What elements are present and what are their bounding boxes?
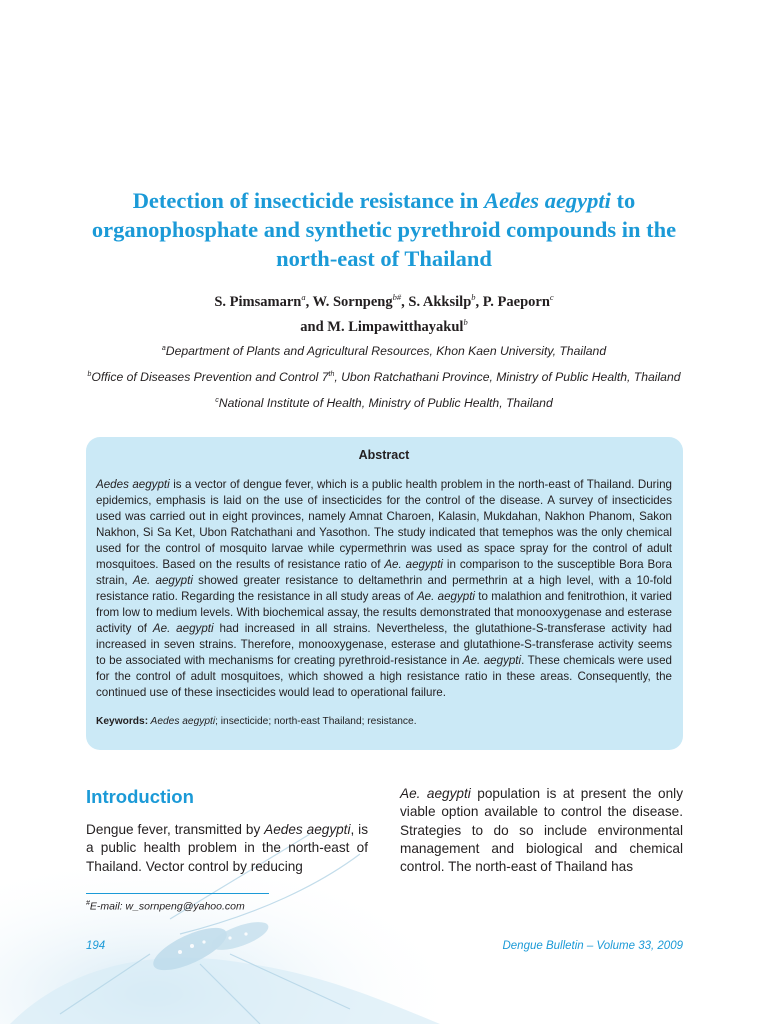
page-number: 194 (86, 940, 106, 952)
introduction-heading: Introduction (86, 786, 194, 807)
abstract-heading: Abstract (358, 448, 410, 462)
paper-title: Detection of insecticide resistance in Aedes aegypti to organophosphate and synthetic pyrethroid compounds in the north-east of Thailand (91, 188, 677, 271)
affiliation-c: $^c$National Institute of Health, Ministry of Public Health, Thailand (215, 396, 553, 411)
abstract-text: Aedes aegypti is a vector of dengue fever, which is a public health problem in the north-east of Thailand. During epidemics, emphasis is laid on the use of insecticides for the control of the disease. A survey of insecticides used was carried out in eight provinces, namely Amnat Charoen, Kalasin, Mukdahan, Nakhon Phanom, Sakon Nakhon, Si Sa Ket, Ubon Ratchathani and Yasothon. The study indicated that temephos was the only chemical used for the control of mosquito larvae while cypermethrin was used as space spray for the control of adult mosquitoes. Based on the results of resistance ratio of Ae. aegypti in comparison to the susceptible Bora Bora strain, Ae. aegypti showed greater resistance to deltamethrin and permethrin at a high level, with a 10-fold resistance ratio. Regarding the resistance in all study areas of Ae. aegypti to malathion and fenitrothion, it varied from low to medium levels. With biochemical assay, the results demonstrated that monooxygenase and esterase activity of Ae. aegypti had increased in all strains. Nevertheless, the glutathione-S-transferase activity had increased in seven strains. Therefore, monooxygenase, esterase and glutathione-S-transferase activity seems to be associated with mechanisms for creating pyrethroid-resistance in Ae. aegypti. These chemicals were used for the control of adult mosquitoes, which showed a high resistance ratio in these areas. Consequently, the continued use of these insecticides would lead to operational failure. (96, 478, 673, 699)
affiliation-a: $^a$Department of Plants and Agricultural Resources, Khon Kaen University, Thailand (161, 344, 607, 359)
author-list: S. Pimsamarn$^a$, W. Sornpeng$^{b\#}$, S. Akksilp$^b$, P. Paeporn$^c$ and M. Limpawitthayakul$^b$ (214, 292, 554, 335)
footnote-email: #E-mail: w_sornpeng@yahoo.com (86, 900, 245, 913)
author-name: S. Akksilp (408, 293, 472, 310)
footnote-divider (86, 893, 269, 894)
abstract-box (86, 437, 683, 750)
author-name: W. Sornpeng (312, 293, 393, 310)
author-name: S. Pimsamarn (214, 293, 302, 310)
body-text-right-column: Ae. aegypti population is at present the only viable option available to control the disease. Strategies to do so include environmental management and biological and chemical control. The north-east of Thailand has (400, 786, 683, 875)
affiliation-b: $^b$Office of Diseases Prevention and Control 7th, Ubon Ratchathani Province, Ministry of Public Health, Thailand (87, 370, 681, 385)
author-name: and M. Limpawitthayakul (300, 318, 464, 335)
keywords-line: Keywords: Aedes aegypti; insecticide; north-east Thailand; resistance. (96, 716, 417, 727)
body-text-left-column: Dengue fever, transmitted by Aedes aegypti, is a public health problem in the north-east of Thailand. Vector control by reducing (86, 822, 369, 874)
journal-footer: Dengue Bulletin – Volume 33, 2009 (502, 940, 683, 952)
author-name: P. Paeporn (482, 293, 550, 310)
